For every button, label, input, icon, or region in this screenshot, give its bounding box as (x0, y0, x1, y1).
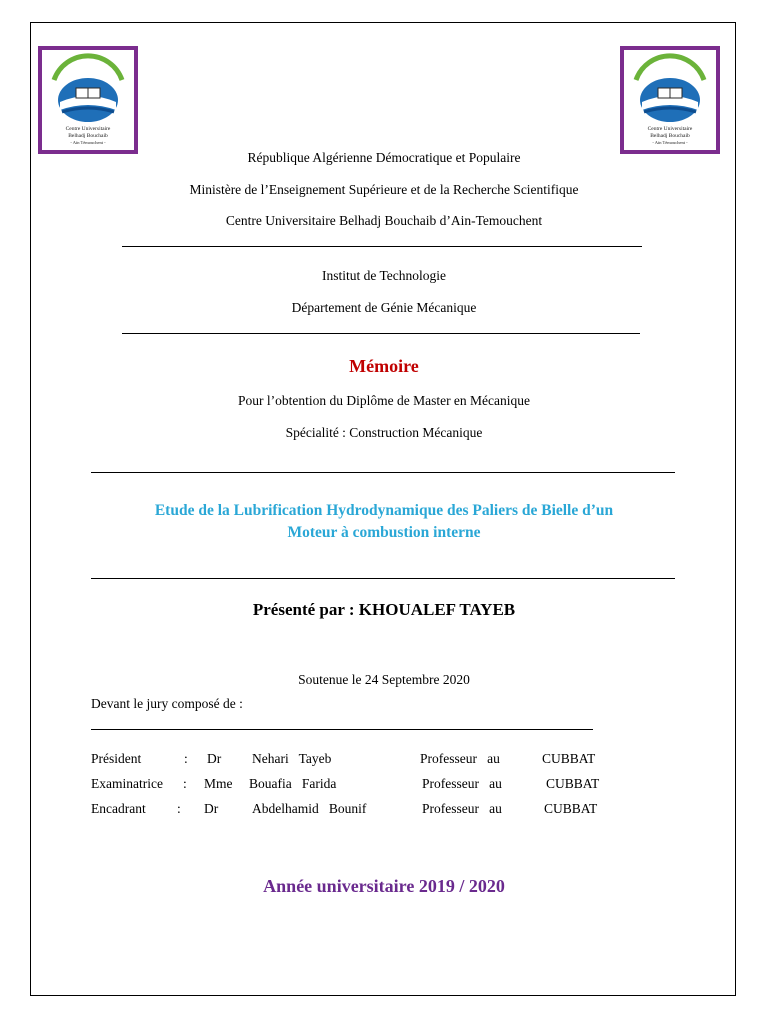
jury-name: Nehari Tayeb (252, 751, 332, 766)
university-seal-icon (42, 50, 134, 150)
republic-name: République Algérienne Démocratique et Populaire (247, 150, 521, 165)
university-logo-right (620, 46, 720, 154)
jury-role: Président (91, 751, 142, 766)
subject-top-divider (91, 472, 675, 473)
department-divider (122, 333, 640, 334)
svg-text:- Aïn Témouchent -: - Aïn Témouchent - (70, 140, 106, 145)
subject-bottom-divider (91, 578, 675, 579)
defense-date: Soutenue le 24 Septembre 2020 (298, 672, 470, 687)
jury-title: Dr (207, 751, 222, 766)
jury-institution: CUBBAT (544, 801, 598, 816)
university-seal-icon (624, 50, 716, 150)
specialty: Spécialité : Construction Mécanique (285, 425, 483, 440)
jury-intro: Devant le jury composé de : (91, 696, 243, 711)
thesis-subject-line2: Moteur à combustion interne (287, 524, 481, 541)
jury-name: Bouafia Farida (249, 776, 337, 791)
jury-separator: : (177, 801, 181, 816)
jury-name: Abdelhamid Bounif (252, 801, 367, 816)
jury-institution: CUBBAT (542, 751, 596, 766)
jury-title: Dr (204, 801, 219, 816)
degree-purpose: Pour l’obtention du Diplôme de Master en Mécanique (237, 393, 531, 408)
jury-separator: : (184, 751, 188, 766)
jury-grade: Professeur au (422, 801, 502, 816)
presented-by: Présenté par : KHOUALEF TAYEB (252, 600, 516, 619)
document-type-title: Mémoire (349, 356, 419, 376)
academic-year: Année universitaire 2019 / 2020 (263, 876, 505, 896)
svg-text:Centre Universitaire: Centre Universitaire (65, 126, 111, 132)
jury-grade: Professeur au (422, 776, 502, 791)
jury-role: Examinatrice (91, 776, 163, 791)
ministry-name: Ministère de l’Enseignement Supérieure et de la Recherche Scientifique (189, 182, 579, 197)
jury-divider (91, 729, 593, 730)
svg-text:Belhadj Bouchaib: Belhadj Bouchaib (68, 133, 108, 139)
jury-title: Mme (204, 776, 233, 791)
jury-separator: : (183, 776, 187, 791)
university-logo-left (38, 46, 138, 154)
institute-name: Institut de Technologie (321, 268, 447, 283)
thesis-subject-line1: Etude de la Lubrification Hydrodynamique des Paliers de Bielle d’un (154, 502, 614, 519)
svg-text:Centre Universitaire: Centre Universitaire (647, 126, 693, 132)
jury-grade: Professeur au (420, 751, 500, 766)
header-divider (122, 246, 642, 247)
jury-role: Encadrant (91, 801, 146, 816)
department-name: Département de Génie Mécanique (291, 300, 477, 315)
university-name: Centre Universitaire Belhadj Bouchaib d’Ain-Temouchent (225, 213, 543, 228)
svg-text:Belhadj Bouchaib: Belhadj Bouchaib (650, 133, 690, 139)
jury-institution: CUBBAT (546, 776, 600, 791)
svg-text:- Aïn Témouchent -: - Aïn Témouchent - (652, 140, 688, 145)
